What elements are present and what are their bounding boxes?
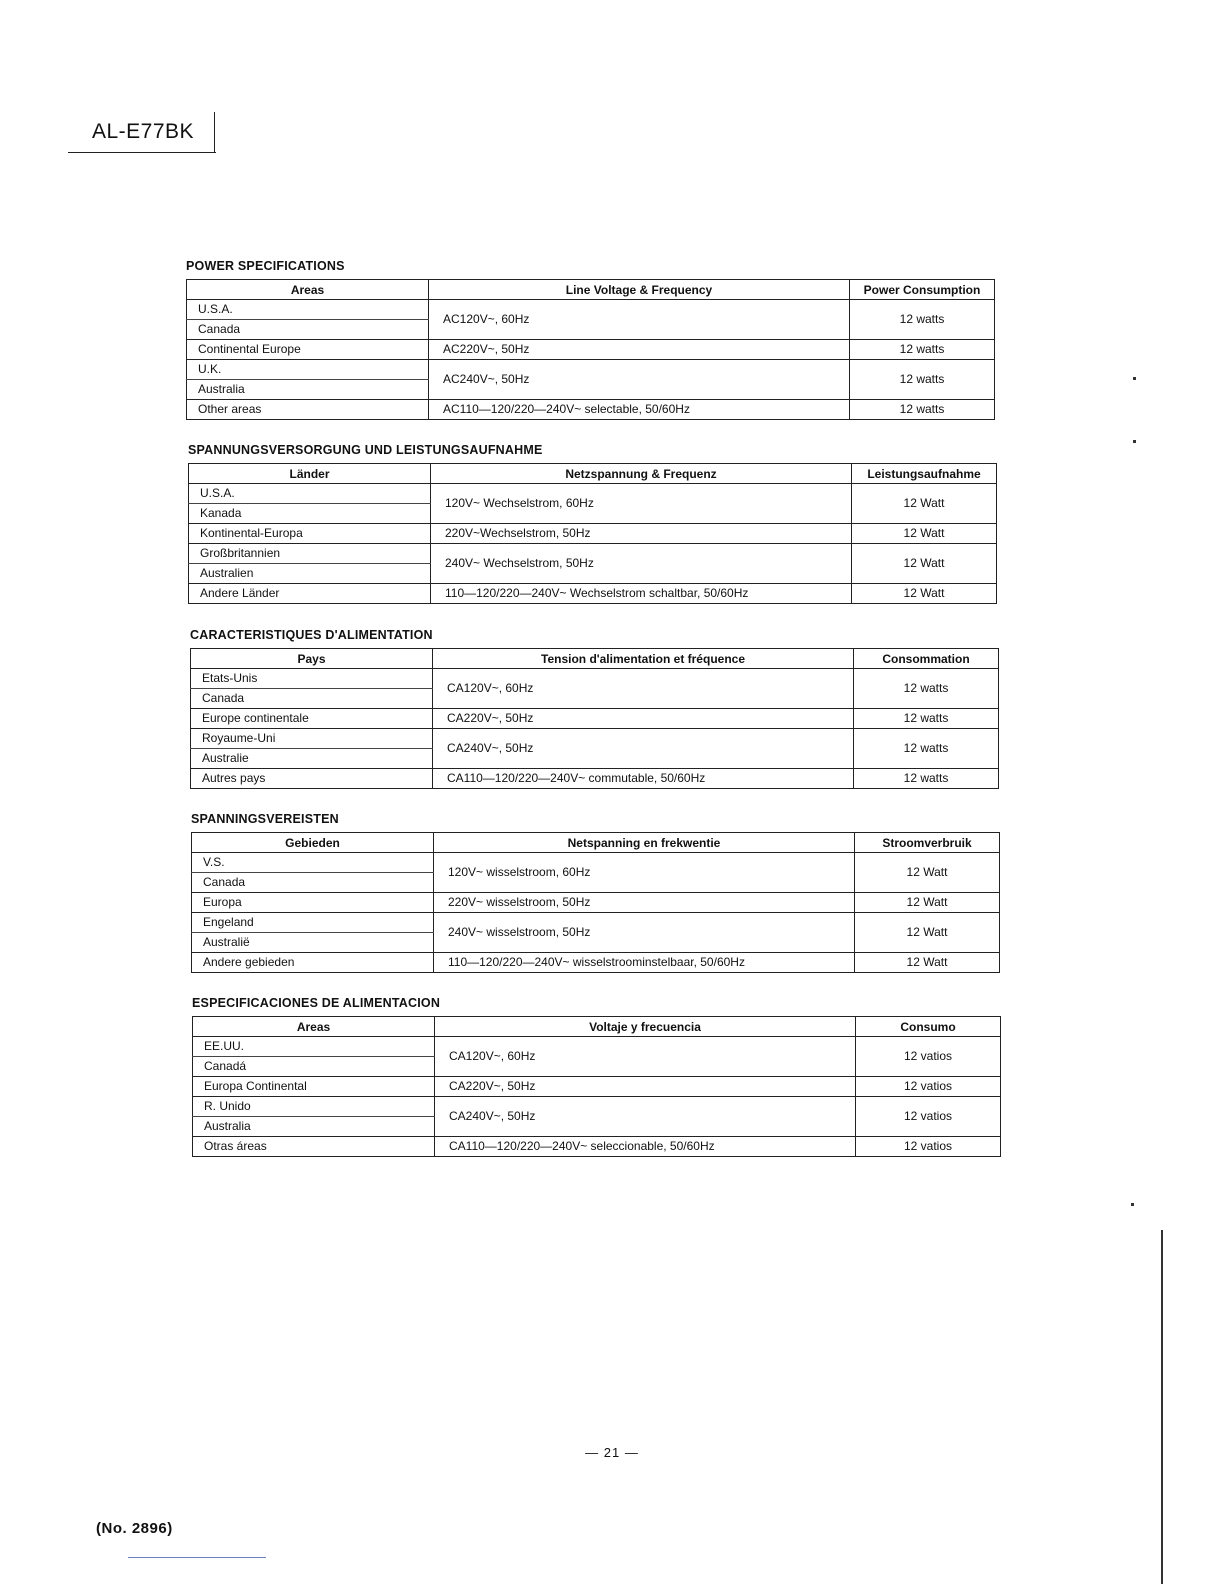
column-header-voltage: Line Voltage & Frequency <box>429 280 850 300</box>
table-row <box>189 484 997 504</box>
voltage-cell: AC220V~, 50Hz <box>429 340 850 360</box>
area-cell: Europa <box>192 893 434 913</box>
area-cell: Other areas <box>187 400 429 420</box>
power-cell: 12 watts <box>850 400 995 420</box>
voltage-cell: CA120V~, 60Hz <box>435 1037 856 1077</box>
column-header-voltage: Netspanning en frekwentie <box>434 833 855 853</box>
page-number: — 21 — <box>585 1445 639 1460</box>
voltage-cell: 120V~ wisselstroom, 60Hz <box>434 853 855 893</box>
voltage-cell: CA240V~, 50Hz <box>435 1097 856 1137</box>
scan-speck <box>1133 440 1136 443</box>
voltage-cell: AC120V~, 60Hz <box>429 300 850 340</box>
area-cell: Autres pays <box>191 769 433 789</box>
area-cell: Australien <box>189 564 431 584</box>
header-underline <box>68 152 216 153</box>
power-spec-section-en <box>186 259 994 420</box>
area-cell: Etats-Unis <box>191 669 433 689</box>
voltage-cell: 120V~ Wechselstrom, 60Hz <box>431 484 852 524</box>
table-row <box>189 524 997 544</box>
area-cell: Engeland <box>192 913 434 933</box>
area-cell: U.K. <box>187 360 429 380</box>
area-cell: Kontinental-Europa <box>189 524 431 544</box>
area-cell: Europa Continental <box>193 1077 435 1097</box>
area-cell: R. Unido <box>193 1097 435 1117</box>
column-header-areas: Areas <box>187 280 429 300</box>
table-row <box>191 709 999 729</box>
section-title: CARACTERISTIQUES D'ALIMENTATION <box>190 628 433 642</box>
power-cell: 12 Watt <box>852 544 997 584</box>
column-header-areas: Länder <box>189 464 431 484</box>
voltage-cell: CA220V~, 50Hz <box>433 709 854 729</box>
area-cell: Otras áreas <box>193 1137 435 1157</box>
area-cell: U.S.A. <box>187 300 429 320</box>
table-row <box>193 1097 1001 1117</box>
area-cell: Canada <box>191 689 433 709</box>
table-header-row <box>191 649 999 669</box>
section-title: SPANNINGSVEREISTEN <box>191 812 339 826</box>
bottom-rule <box>128 1557 266 1558</box>
area-cell: Canadá <box>193 1057 435 1077</box>
table-row <box>192 893 1000 913</box>
power-cell: 12 watts <box>850 360 995 400</box>
power-cell: 12 Watt <box>852 584 997 604</box>
table-header-row <box>193 1017 1001 1037</box>
power-cell: 12 Watt <box>855 893 1000 913</box>
column-header-areas: Areas <box>193 1017 435 1037</box>
area-cell: Andere Länder <box>189 584 431 604</box>
table-row <box>189 584 997 604</box>
area-cell: V.S. <box>192 853 434 873</box>
voltage-cell: AC110—120/220—240V~ selectable, 50/60Hz <box>429 400 850 420</box>
voltage-cell: 110—120/220—240V~ Wechselstrom schaltbar, 50/60Hz <box>431 584 852 604</box>
spec-table <box>192 1016 1001 1157</box>
column-header-voltage: Netzspannung & Frequenz <box>431 464 852 484</box>
voltage-cell: 240V~ Wechselstrom, 50Hz <box>431 544 852 584</box>
table-header-row <box>187 280 995 300</box>
area-cell: Continental Europe <box>187 340 429 360</box>
column-header-power: Stroomverbruik <box>855 833 1000 853</box>
voltage-cell: CA110—120/220—240V~ commutable, 50/60Hz <box>433 769 854 789</box>
power-spec-section-es <box>192 996 1000 1157</box>
table-row <box>193 1137 1001 1157</box>
power-cell: 12 watts <box>854 709 999 729</box>
voltage-cell: 220V~Wechselstrom, 50Hz <box>431 524 852 544</box>
table-header-row <box>189 464 997 484</box>
column-header-areas: Pays <box>191 649 433 669</box>
voltage-cell: CA120V~, 60Hz <box>433 669 854 709</box>
power-cell: 12 vatios <box>856 1037 1001 1077</box>
table-row <box>189 544 997 564</box>
column-header-voltage: Voltaje y frecuencia <box>435 1017 856 1037</box>
scan-speck <box>1131 1203 1134 1206</box>
spec-table <box>190 648 999 789</box>
power-cell: 12 Watt <box>855 913 1000 953</box>
area-cell: U.S.A. <box>189 484 431 504</box>
table-row <box>187 360 995 380</box>
spec-table <box>188 463 997 604</box>
voltage-cell: AC240V~, 50Hz <box>429 360 850 400</box>
column-header-power: Leistungsaufnahme <box>852 464 997 484</box>
area-cell: Großbritannien <box>189 544 431 564</box>
power-spec-section-de <box>188 443 996 604</box>
spec-table <box>191 832 1000 973</box>
scan-edge-line <box>1161 1230 1163 1584</box>
area-cell: Royaume-Uni <box>191 729 433 749</box>
document-number: (No. 2896) <box>96 1520 173 1537</box>
power-cell: 12 watts <box>854 669 999 709</box>
area-cell: Australie <box>191 749 433 769</box>
table-row <box>187 300 995 320</box>
area-cell: Australia <box>187 380 429 400</box>
area-cell: Canada <box>192 873 434 893</box>
area-cell: EE.UU. <box>193 1037 435 1057</box>
power-spec-section-nl <box>191 812 999 973</box>
power-cell: 12 Watt <box>855 853 1000 893</box>
power-cell: 12 vatios <box>856 1097 1001 1137</box>
table-row <box>192 853 1000 873</box>
model-number: AL-E77BK <box>92 120 195 143</box>
table-header-row <box>192 833 1000 853</box>
voltage-cell: 220V~ wisselstroom, 50Hz <box>434 893 855 913</box>
voltage-cell: CA220V~, 50Hz <box>435 1077 856 1097</box>
scan-speck <box>1133 377 1136 380</box>
area-cell: Australia <box>193 1117 435 1137</box>
table-row <box>193 1037 1001 1057</box>
voltage-cell: 110—120/220—240V~ wisselstroominstelbaar, 50/60Hz <box>434 953 855 973</box>
power-cell: 12 watts <box>850 300 995 340</box>
table-row <box>191 669 999 689</box>
table-row <box>193 1077 1001 1097</box>
power-cell: 12 vatios <box>856 1137 1001 1157</box>
area-cell: Europe continentale <box>191 709 433 729</box>
section-title: POWER SPECIFICATIONS <box>186 259 345 273</box>
column-header-power: Consommation <box>854 649 999 669</box>
table-row <box>192 913 1000 933</box>
voltage-cell: 240V~ wisselstroom, 50Hz <box>434 913 855 953</box>
table-row <box>187 340 995 360</box>
power-cell: 12 vatios <box>856 1077 1001 1097</box>
section-title: SPANNUNGSVERSORGUNG UND LEISTUNGSAUFNAHME <box>188 443 543 457</box>
column-header-power: Power Consumption <box>850 280 995 300</box>
area-cell: Canada <box>187 320 429 340</box>
power-spec-section-fr <box>190 628 998 789</box>
power-cell: 12 Watt <box>855 953 1000 973</box>
power-cell: 12 watts <box>850 340 995 360</box>
voltage-cell: CA240V~, 50Hz <box>433 729 854 769</box>
power-cell: 12 Watt <box>852 524 997 544</box>
spec-table <box>186 279 995 420</box>
power-cell: 12 watts <box>854 769 999 789</box>
table-row <box>187 400 995 420</box>
area-cell: Kanada <box>189 504 431 524</box>
section-title: ESPECIFICACIONES DE ALIMENTACION <box>192 996 441 1010</box>
table-row <box>191 769 999 789</box>
area-cell: Australië <box>192 933 434 953</box>
voltage-cell: CA110—120/220—240V~ seleccionable, 50/60Hz <box>435 1137 856 1157</box>
power-cell: 12 Watt <box>852 484 997 524</box>
power-cell: 12 watts <box>854 729 999 769</box>
area-cell: Andere gebieden <box>192 953 434 973</box>
header-divider <box>214 112 215 152</box>
table-row <box>191 729 999 749</box>
column-header-voltage: Tension d'alimentation et fréquence <box>433 649 854 669</box>
column-header-power: Consumo <box>856 1017 1001 1037</box>
table-row <box>192 953 1000 973</box>
column-header-areas: Gebieden <box>192 833 434 853</box>
